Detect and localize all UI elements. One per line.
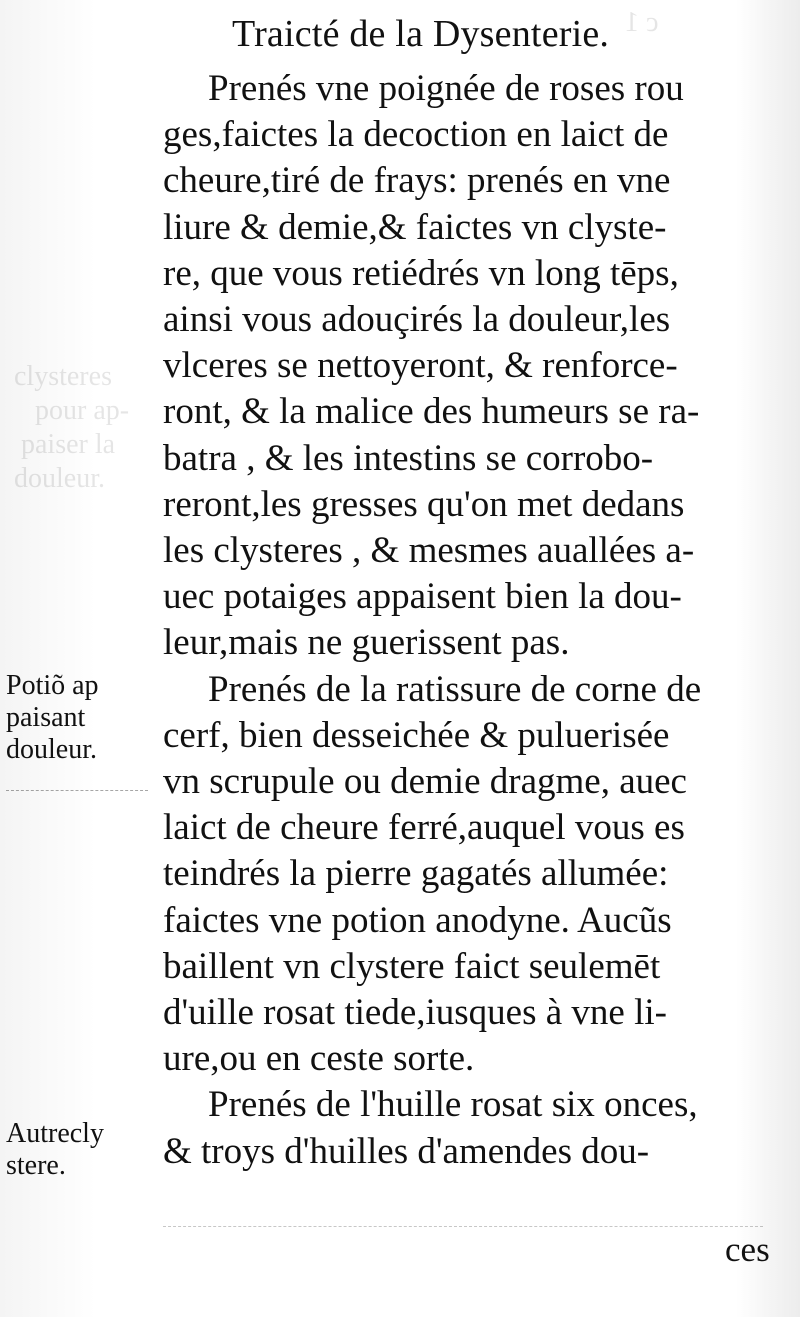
margin-divider: [6, 790, 148, 791]
text-line: leur,mais ne guerissent pas.: [163, 622, 570, 664]
text-line: re, que vous retiédrés vn long tēps,: [163, 252, 679, 294]
text-line: cerf, bien desseichée & puluerisée: [163, 714, 670, 756]
body-text: [163, 66, 783, 1175]
text-line: uec potaiges appaisent bien la dou-: [163, 576, 682, 618]
text-line: Prenés de la ratissure de corne de: [208, 668, 702, 710]
show-through-left: clysteres pour ap- paiser la douleur.: [14, 361, 130, 494]
margin-note-line: paisant: [6, 702, 86, 733]
text-line: ure,ou en ceste sorte.: [163, 1038, 475, 1080]
text-line: cheure,tiré de frays: prenés en vne: [163, 160, 671, 202]
text-line: d'uille rosat tiede,iusques à vne li-: [163, 992, 667, 1034]
text-line: reront,les gresses qu'on met dedans: [163, 483, 685, 525]
catchword: ces: [725, 1230, 770, 1269]
text-line: teindrés la pierre gagatés allumée:: [163, 853, 669, 895]
text-line: liure & demie,& faictes vn clyste-: [163, 206, 667, 248]
text-line: ront, & la malice des humeurs se ra-: [163, 391, 700, 433]
margin-note-potion: [6, 670, 156, 766]
text-line: baillent vn clystere faict seulemēt: [163, 945, 661, 987]
text-line: laict de cheure ferré,auquel vous es: [163, 807, 685, 849]
margin-note-line: Autrecly: [6, 1118, 104, 1149]
show-through-top: c 1: [625, 7, 659, 38]
running-head: Traicté de la Dysenterie.: [232, 13, 610, 55]
margin-note-line: stere.: [6, 1150, 66, 1181]
text-line: vlceres se nettoyeront, & renforce-: [163, 345, 678, 387]
text-line: Prenés vne poignée de roses rou: [208, 68, 684, 109]
text-line: les clysteres , & mesmes auallées a-: [163, 530, 695, 572]
text-line: ainsi vous adouçirés la douleur,les: [163, 299, 671, 341]
margin-note-clystere: [6, 1118, 156, 1182]
text-line: ges,faictes la decoction en laict de: [163, 114, 669, 156]
text-line: & troys d'huilles d'amendes dou-: [163, 1130, 650, 1172]
margin-note-line: Potiõ ap: [6, 670, 99, 701]
text-line: faictes vne potion anodyne. Aucũs: [163, 899, 672, 941]
page-bottom-rule: [163, 1226, 763, 1227]
text-line: Prenés de l'huille rosat six onces,: [208, 1084, 698, 1126]
text-line: batra , & les intestins se corrobo-: [163, 437, 654, 479]
margin-note-line: douleur.: [6, 734, 97, 765]
text-line: vn scrupule ou demie dragme, auec: [163, 761, 687, 803]
